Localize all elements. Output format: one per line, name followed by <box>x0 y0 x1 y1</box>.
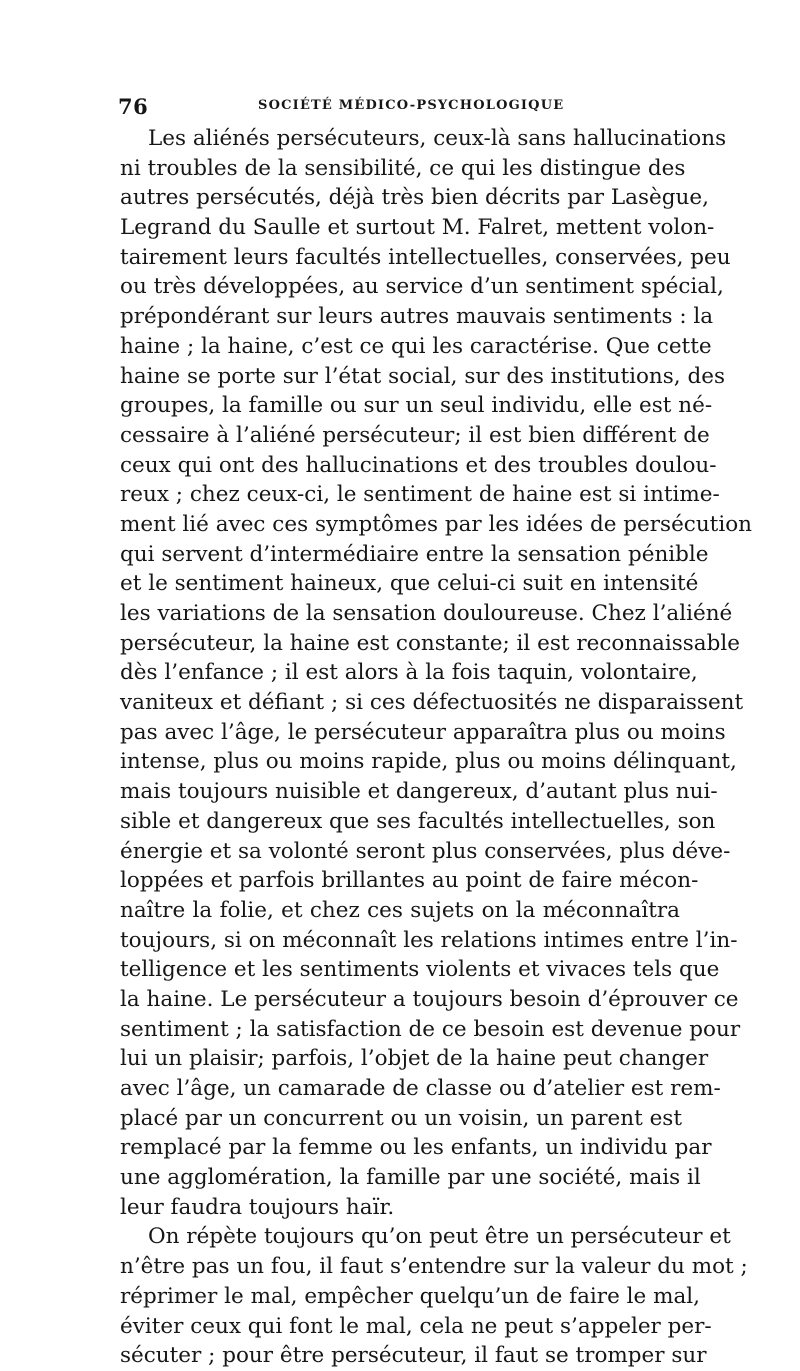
text-line: ceux qui ont des hallucinations et des troubles doulou- <box>120 452 717 478</box>
text-line: énergie et sa volonté seront plus conservées, plus déve- <box>120 838 731 864</box>
text-line: qui servent d’intermédiaire entre la sensation pénible <box>120 541 709 567</box>
text-line: vaniteux et défiant ; si ces défectuosités ne disparaissent <box>120 690 744 716</box>
text-line: loppées et parfois brillantes au point de faire mécon- <box>120 868 699 894</box>
text-line: les variations de la sensation douloureuse. Chez l’aliéné <box>120 601 733 626</box>
text-line: sécuter ; pour être persécuteur, il faut se tromper sur <box>120 1343 707 1369</box>
text-line: haine se porte sur l’état social, sur des institutions, des <box>120 363 725 389</box>
text-line: groupes, la famille ou sur un seul individu, elle est né- <box>120 393 713 419</box>
text-line: une agglomération, la famille par une société, mais il <box>120 1165 701 1191</box>
text-line: la haine. Le persécuteur a toujours besoin d’éprouver ce <box>120 986 739 1012</box>
text-line: n’être pas un fou, il faut s’entendre sur la valeur du mot ; <box>120 1254 748 1280</box>
text-line: reux ; chez ceux-ci, le sentiment de haine est si intime- <box>120 482 720 508</box>
text-line: et le sentiment haineux, que celui-ci suit en intensité <box>120 571 699 597</box>
text-line: Legrand du Saulle et surtout M. Falret, mettent volon- <box>120 215 715 241</box>
page-header <box>118 94 678 124</box>
page-number: 76 <box>118 94 149 119</box>
text-line: sentiment ; la satisfaction de ce besoin est devenue pour <box>120 1016 741 1042</box>
text-line: cessaire à l’aliéné persécuteur; il est bien différent de <box>120 422 710 448</box>
text-line: autres persécutés, déjà très bien décrits par Lasègue, <box>120 185 709 211</box>
text-line: mais toujours nuisible et dangereux, d’autant plus nui- <box>120 779 718 805</box>
text-line: telligence et les sentiments violents et vivaces tels que <box>120 957 720 983</box>
body-text <box>120 124 752 1371</box>
paragraph-start-line: On répète toujours qu’on peut être un persécuteur et <box>148 1224 731 1250</box>
running-title: SOCIÉTÉ MÉDICO-PSYCHOLOGIQUE <box>258 98 565 113</box>
text-line: sible et dangereux que ses facultés intellectuelles, son <box>120 808 716 834</box>
text-line: dès l’enfance ; il est alors à la fois taquin, volontaire, <box>120 660 698 686</box>
text-line: avec l’âge, un camarade de classe ou d’atelier est rem- <box>120 1076 721 1101</box>
text-line: Les aliénés persécuteurs, ceux-là sans hallucinations <box>148 126 727 151</box>
text-line: toujours, si on méconnaît les relations intimes entre l’in- <box>120 927 738 953</box>
text-line: ment lié avec ces symptômes par les idées de persécution <box>120 511 752 537</box>
text-line: haine ; la haine, c’est ce qui les caractérise. Que cette <box>120 333 712 359</box>
text-line: placé par un concurrent ou un voisin, un parent est <box>120 1105 682 1131</box>
text-line: persécuteur, la haine est constante; il est reconnaissable <box>120 630 740 656</box>
text-line: ni troubles de la sensibilité, ce qui les distingue des <box>120 155 686 181</box>
text-line: ou très développées, au service d’un sentiment spécial, <box>120 274 724 300</box>
text-line: prépondérant sur leurs autres mauvais sentiments : la <box>120 304 714 330</box>
paragraph-end-line: leur faudra toujours haïr. <box>120 1194 395 1220</box>
text-line: pas avec l’âge, le persécuteur apparaîtra plus ou moins <box>120 719 726 745</box>
text-line: tairement leurs facultés intellectuelles, conservées, peu <box>120 244 731 270</box>
text-line: lui un plaisir; parfois, l’objet de la haine peut changer <box>120 1046 709 1072</box>
text-line: réprimer le mal, empêcher quelqu’un de faire le mal, <box>120 1283 700 1309</box>
text-line: naître la folie, et chez ces sujets on la méconnaîtra <box>120 897 680 923</box>
text-line: remplacé par la femme ou les enfants, un individu par <box>120 1135 712 1161</box>
text-line: éviter ceux qui font le mal, cela ne peut s’appeler per- <box>120 1313 712 1339</box>
text-line: intense, plus ou moins rapide, plus ou moins délinquant, <box>120 749 737 775</box>
